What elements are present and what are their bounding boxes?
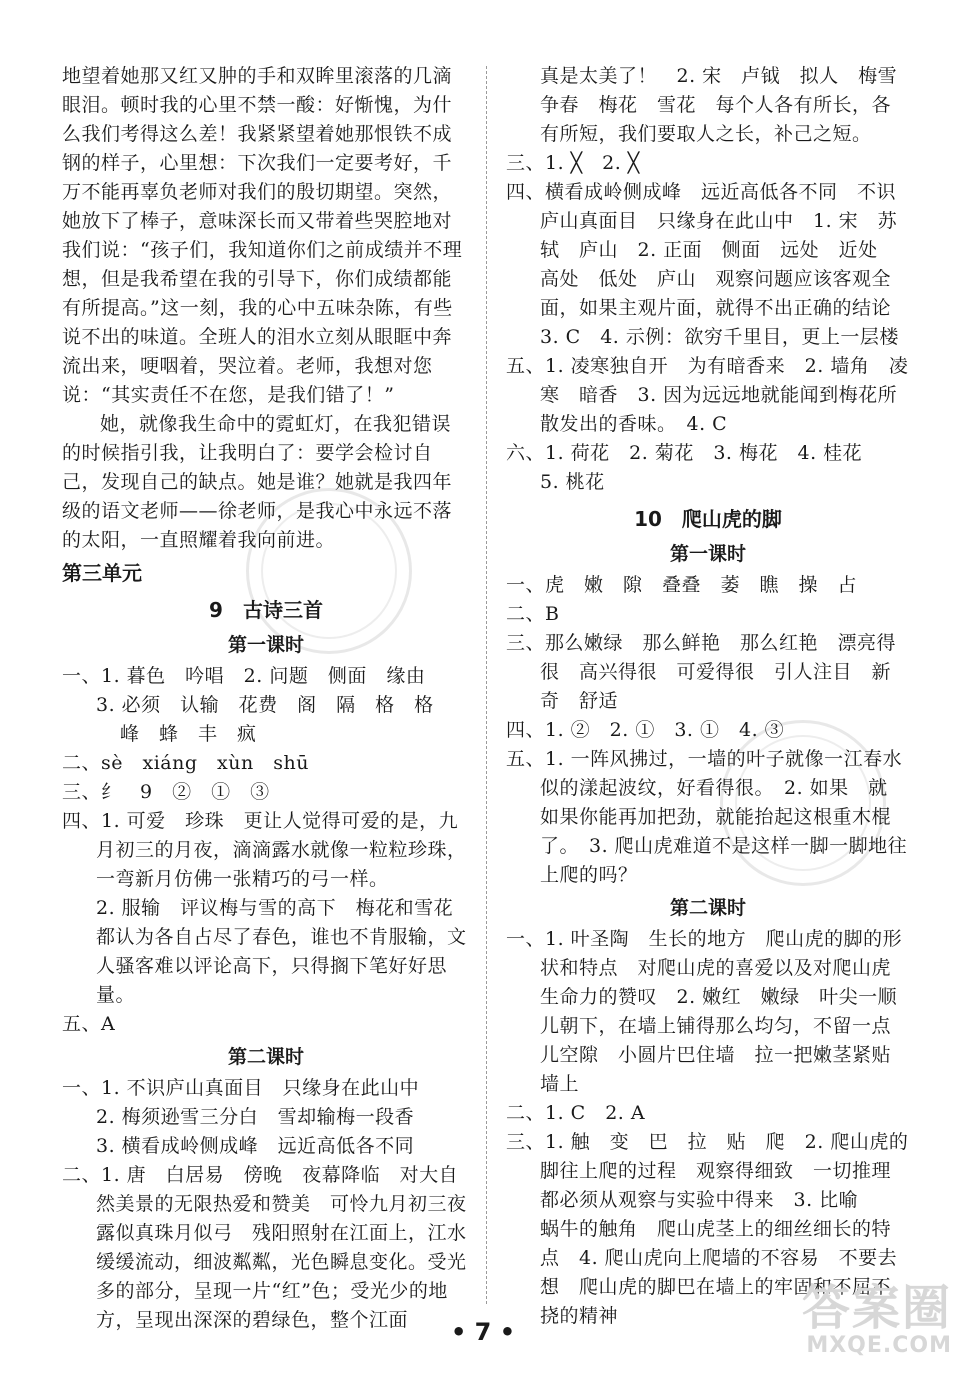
answer-line: 四、1. ② 2. ① 3. ① 4. ③ [506, 719, 785, 741]
answer-line: 一、1. 叶圣陶 生长的地方 爬山虎的脚的形状和特点 对爬山虎的喜爱以及对爬山虎生命力的赞叹 2. 嫩红 嫩绿 叶尖一顺儿朝下，在墙上铺得那么均匀，不留一点儿空隙 小圆片巴住墙 拉一把嫩茎紧贴墙上 [506, 928, 903, 1095]
answer-line: 二、B [506, 603, 560, 625]
essay-paragraph-1: 地望着她那又红又肿的手和双眸里滚落的几滴眼泪。顿时我的心里不禁一酸：好惭愧，为什么我们考得这么差！我紧紧望着她那恨铁不成钢的样子，心里想：下次我们一定要考好，千万不能再辜负老师对我们的殷切期望。突然，她放下了棒子，意味深长而又带着些哭腔地对我们说：“孩子们，我知道你们之前成绩并不理想，但是我希望在我的引导下，你们成绩都能有所提高。”这一刻，我的心中五味杂陈，有些说不出的味道。全班人的泪水立刻从眼眶中奔流出来，哽咽着，哭泣着。老师，我想对您说：“其实责任不在您，是我们错了！” [62, 65, 463, 406]
page-number: • 7 • [450, 1318, 516, 1346]
watermark-logo: 答案圈 [801, 1280, 952, 1336]
session-2-title: 第二课时 [669, 897, 746, 919]
answer-line: 2. 梅须逊雪三分白 雪却输梅一段香 [96, 1106, 415, 1128]
answer-line: 三、1. 触 变 巴 拉 贴 爬 2. 爬山虎的脚往上爬的过程 观察得细致 一切推理都必须从观察与实验中得来 3. 比喻 [506, 1131, 909, 1211]
answer-line: 一、虎 嫩 隙 叠叠 萎 瞧 操 占 [506, 574, 858, 596]
answer-line: 二、sè xiáng xùn shū [62, 752, 309, 774]
essay-paragraph-2: 她，就像我生命中的霓虹灯，在我犯错误的时候指引我，让我明白了：要学会检讨自己，发现自己的缺点。她是谁？她就是我四年级的语文老师——徐老师，是我心中永远不落的太阳，一直照耀着我向前进。 [62, 413, 453, 551]
answer-line: 五、1. 一阵风拂过，一墙的叶子就像一江春水似的漾起波纹，好看得很。 2. 如果 就 [506, 748, 903, 799]
answer-line: 六、1. 荷花 2. 菊花 3. 梅花 4. 桂花 [506, 442, 863, 464]
lesson-10-title: 10 爬山虎的脚 [634, 507, 782, 531]
session-1-title: 第一课时 [669, 543, 746, 565]
left-column [62, 62, 487, 1335]
answer-line: 三、1. ╳ 2. ╳ [506, 152, 640, 174]
answer-line: 峰 蜂 丰 疯 [120, 723, 257, 745]
answer-line: 五、1. 凌寒独自开 为有暗香来 2. 墙角 凌寒 暗香 3. 因为远远地就能闻到梅花所散发出的香味。 4. C [506, 355, 909, 435]
watermark-url: MXQE.COM [806, 1333, 952, 1358]
answer-line: 2. 服输 评议梅与雪的高下 梅花和雪花都认为各自占尽了春色，谁也不肯服输，文人骚客难以评论高下，只得搁下笔好好思量。 [96, 897, 467, 1006]
answer-line: 蜗牛的触角 爬山虎茎上的细丝细长的特点 4. 爬山虎向上爬墙的不容易 不要去想 爬山虎的脚巴在墙上的牢固和不屈不挠的精神 [540, 1218, 898, 1327]
site-watermark [802, 1282, 952, 1358]
answer-line: 四、横看成岭侧成峰 远近高低各不同 不识庐山真面目 只缘身在此山中 1. 宋 苏轼 庐山 2. 正面 侧面 远处 近处 高处 低处 庐山 观察问题应该客观全面，如果主观片面，就得不出正确的结论 3. C 4. 示例：欲穷千里目，更上一层楼 [506, 181, 911, 348]
answer-line: 五、A [62, 1013, 116, 1035]
right-column [506, 62, 910, 1331]
session-2-title: 第二课时 [227, 1046, 304, 1068]
answer-line: 二、1. C 2. A [506, 1102, 646, 1124]
answer-line: 真是太美了！ 2. 宋 卢钺 拟人 梅雪争春 梅花 雪花 每个人各有所长，各有所短，我们要取人之长，补己之短。 [540, 65, 898, 145]
answer-line: 四、1. 可爱 珍珠 更让人觉得可爱的是，九月初三的月夜，滴滴露水就像一粒粒珍珠，一弯新月仿佛一张精巧的弓一样。 [62, 810, 467, 890]
answer-line: 如果你能再加把劲，就能抬起这根重木棍了。 3. 爬山虎难道不是这样一脚一脚地往上爬的吗？ [540, 806, 908, 886]
answer-line: 一、1. 暮色 吟唱 2. 问题 侧面 缘由 [62, 665, 426, 687]
column-divider [486, 66, 487, 1304]
answer-line: 二、1. 唐 白居易 傍晚 夜幕降临 对大自然美景的无限热爱和赞美 可怜九月初三夜 露似真珠月似弓 残阳照射在江面上，江水缓缓流动，细波粼粼，光色瞬息变化。受光多的部分，呈现一片“红”色；受光少的地方，呈现出深深的碧绿色，整个江面 [62, 1164, 487, 1331]
answer-line: 3. 横看成岭侧成峰 远近高低各不同 [96, 1135, 415, 1157]
answer-line: 三、那么嫩绿 那么鲜艳 那么红艳 漂亮得很 高兴得很 可爱得很 引人注目 新奇 舒适 [506, 632, 897, 712]
session-1-title: 第一课时 [227, 634, 304, 656]
lesson-9-title: 9 古诗三首 [209, 598, 323, 622]
answer-line: 3. 必须 认输 花费 阁 隔 格 格 [96, 694, 434, 716]
answer-line: 一、1. 不识庐山真面目 只缘身在此山中 [62, 1077, 420, 1099]
answer-line: 5. 桃花 [540, 471, 605, 493]
answer-line: 三、纟 9 ② ① ③ [62, 781, 270, 803]
unit-title: 第三单元 [62, 561, 142, 585]
